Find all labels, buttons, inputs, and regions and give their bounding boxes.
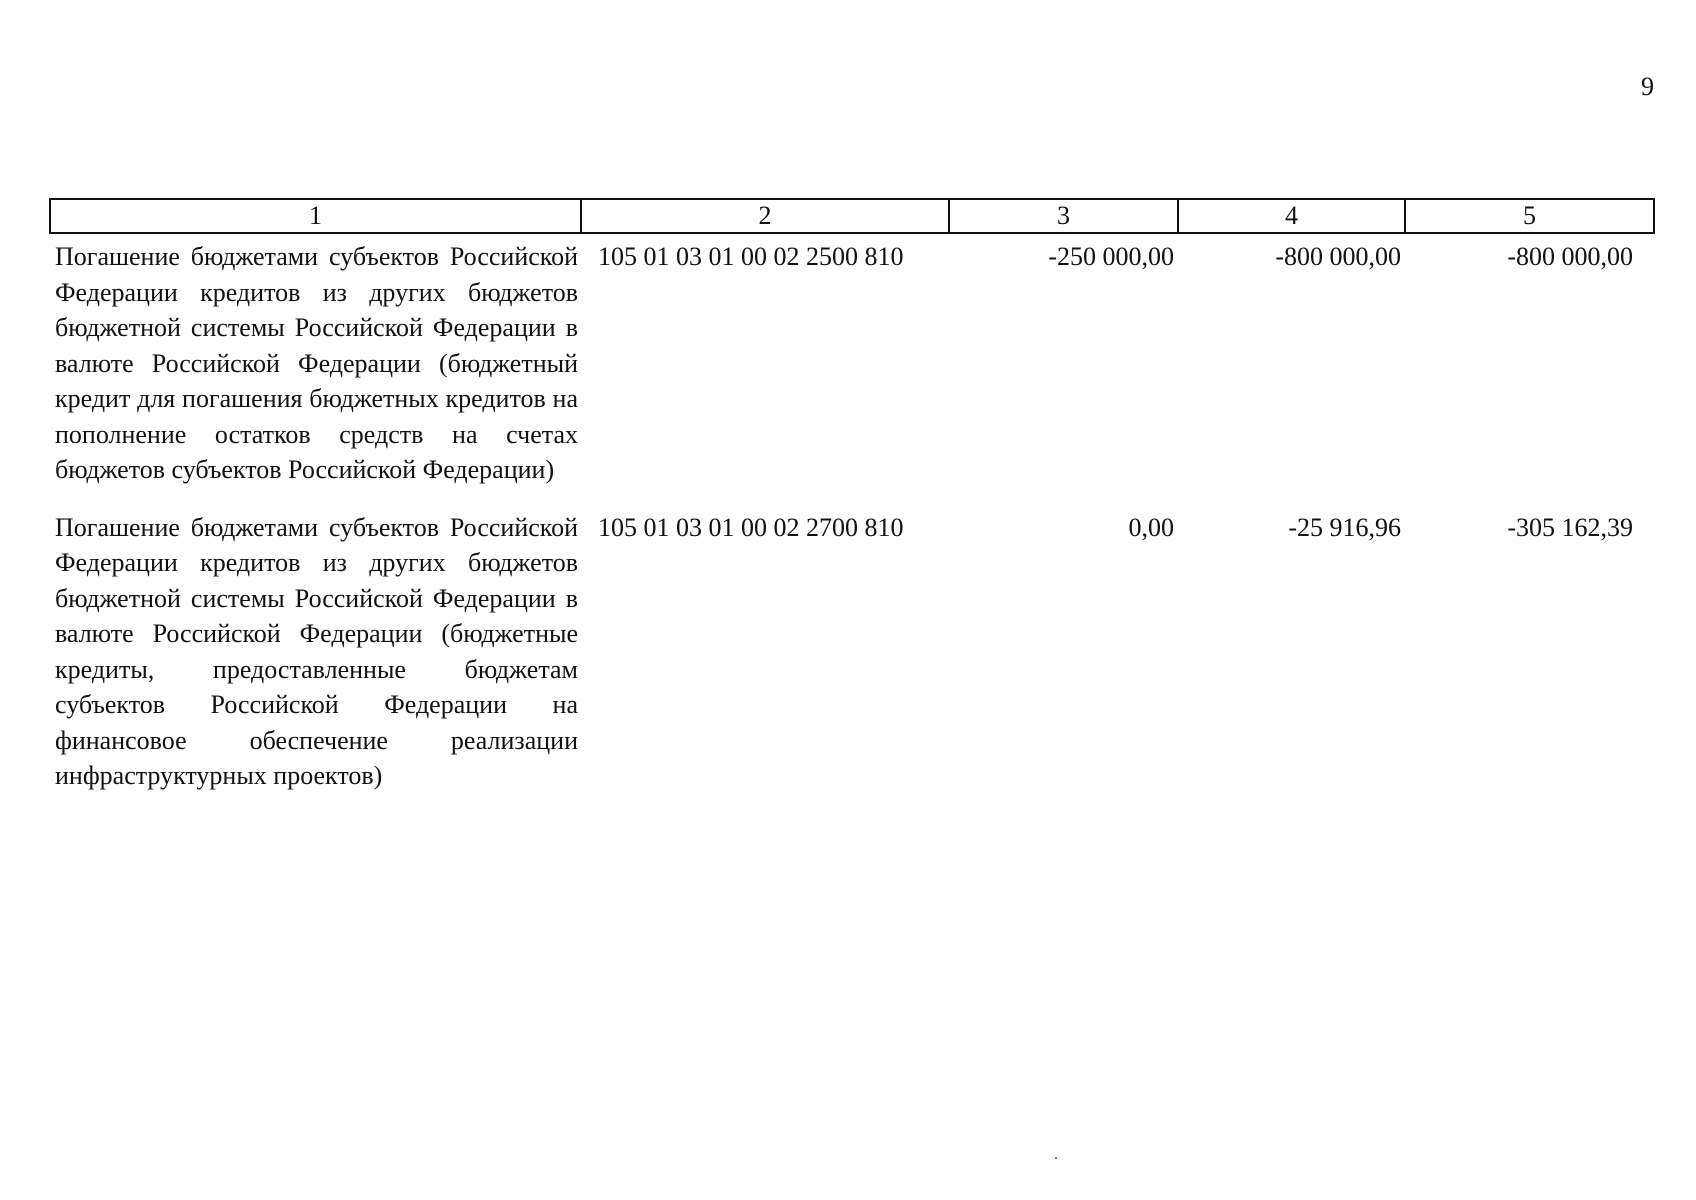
- row-code: 105 01 03 01 00 02 2700 810: [598, 512, 904, 542]
- row-value-col-5: -305 162,39: [1507, 512, 1633, 542]
- page-number: 9: [1641, 72, 1654, 101]
- row-value-col-4: -25 916,96: [1288, 512, 1401, 542]
- row-name: Погашение бюджетами субъектов Российской Федерации кредитов из других бюджетов бюджетной системы Российской Федерации в валюте Российской Федерации (бюджетные кредиты, предоставленные бюджетам субъектов Российской Федерации на финансовое обеспечение реализации инфраструктурных проектов): [55, 512, 578, 790]
- header-col-3: 3: [949, 199, 1178, 233]
- row-value-col-5: -800 000,00: [1507, 242, 1633, 271]
- table-header: [50, 199, 1654, 233]
- table-row: [50, 233, 1654, 488]
- header-col-5: 5: [1405, 199, 1654, 233]
- budget-table: [49, 198, 1655, 794]
- row-value-col-3: 0,00: [1128, 512, 1174, 542]
- header-row: [50, 199, 1654, 233]
- row-name: Погашение бюджетами субъектов Российской Федерации кредитов из других бюджетов бюджетной системы Российской Федерации в валюте Российской Федерации (бюджетный кредит для погашения бюджетных кредитов на пополнение остатков средств на счетах бюджетов субъектов Российской Федерации): [55, 242, 578, 484]
- header-col-2: 2: [581, 199, 949, 233]
- header-col-1: 1: [50, 199, 581, 233]
- scan-speck: [1055, 1157, 1057, 1159]
- table-body: [50, 233, 1654, 794]
- header-col-4: 4: [1178, 199, 1405, 233]
- row-value-col-3: -250 000,00: [1048, 242, 1174, 271]
- row-code: 105 01 03 01 00 02 2500 810: [598, 242, 904, 271]
- row-value-col-4: -800 000,00: [1275, 242, 1401, 271]
- table-row: [50, 488, 1654, 794]
